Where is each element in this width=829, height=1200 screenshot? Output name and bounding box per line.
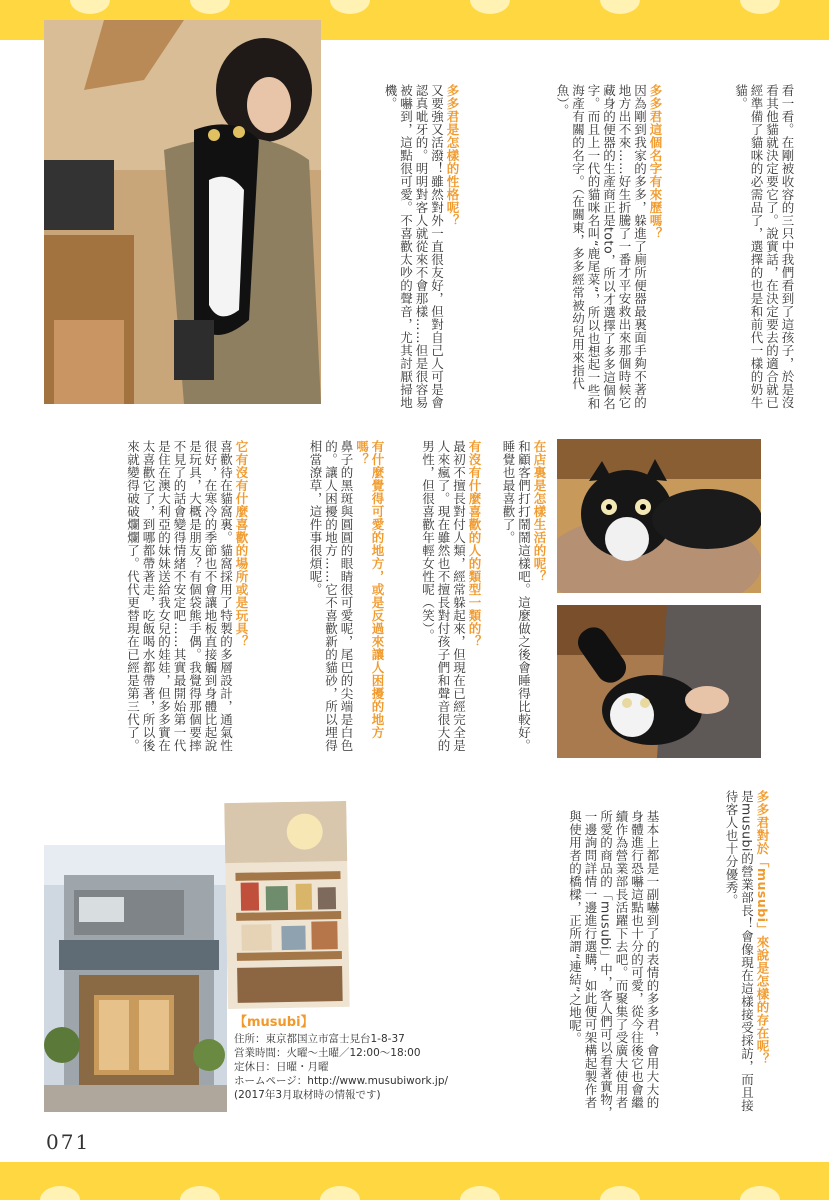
column-in-shop [485,440,547,760]
favorite-people-heading: 有沒有什麼喜歡的人的類型一類的？ [467,440,482,648]
column-closing [520,810,660,1120]
shop-address: 住所：東京都国立市富士見台1-8-37 [234,1033,405,1045]
column-personality [330,84,460,414]
column-cute-or-troublesome [255,440,385,760]
bottom-decorative-band [0,1162,829,1200]
column-name-origin [475,84,663,414]
column-favorite-place [44,440,249,760]
cute-troublesome-text: 鼻子的黑斑與圓圓的眼睛很可愛呢，尾巴的尖端是白色的。讓人困擾的地方……它不喜歡新的貓砂，所以埋得相當潦草，這件事很煩呢。 [308,440,354,752]
existence-text: 是musubi的營業部長！會像現在這樣接受採訪，而且接待客人也十分優秀。 [724,790,755,1112]
shop-hours: 営業時間：火曜～土曜／12:00～18:00 [234,1047,421,1059]
personality-text: 又要強又活潑！雖然對外一直很友好，但對自己人可是會認真呲牙的。明明對客人就從來不會那樣……但是很容易被嚇到，這點很可愛。不喜歡太吵的聲音，尤其討厭掃地機。 [383,84,445,409]
name-origin-heading: 多多君這個名字有來歷嗎？ [648,84,663,240]
shop-info [234,1016,514,1102]
cute-troublesome-heading: 有什麼覺得可愛的地方，或是反過來讓人困擾的地方嗎？ [354,440,385,739]
favorite-people-text: 最初不擅長對付人類，經常躲起來，但現在已經完全是人來瘋了。現在雖然也不擅長對付孩子們和聲音很大的男性，但很喜歡年輕女性呢（笑）。 [420,440,467,752]
existence-heading: 多多君對於「musubi」來說是怎樣的存在呢？ [755,790,770,1066]
shop-note: (2017年3月取材時の情報です) [234,1089,381,1101]
photo-shop-interior [224,801,350,1009]
column-existence [690,790,770,1120]
in-shop-text: 和顧客們打打鬧鬧這樣吧。這麼做之後會睡得比較好。睡覺也最喜歡了。 [501,440,532,752]
favorite-place-text: 喜歡待在貓窩裏。貓窩採用了特製的多層設計，通氣性很好，在寒冷的季節也不會讓地板直接觸到身體比起說是玩具，大概是朋友？有個袋熊手偶。我覺得那個要摔不見了的話會變得情緒不安定吧……其實最開始第一代是住在澳大利亞的妹妹送給我女兒的娃娃，但多多實在太喜歡它了，到哪都帶著走，吃飯喝水都帶著，所以後來就變得破破爛爛了。代代更替現在已經是第三代了。 [125,440,234,752]
personality-heading: 多多君是怎樣的性格呢？ [445,84,460,227]
photo-cat-playing [557,605,761,758]
shop-name: 【musubi】 [234,1015,314,1030]
intro-text: 看一看。在剛被收容的三只中我們看到了這孩子，於是沒看其他貓就決定要它了。說實話，在決定要去的適合就已經準備了貓咪的必需品了，選擇的也是和前代一樣的奶牛貓。 [733,84,795,409]
page-number: 071 [46,1130,91,1154]
column-favorite-people [400,440,482,760]
shop-homepage[interactable]: ホームページ：http://www.musubiwork.jp/ [234,1075,449,1087]
photo-cat-in-bed [557,439,761,593]
photo-woman-holding-cat [44,20,321,404]
favorite-place-heading: 它有沒有什麼喜歡的場所或是玩具？ [234,440,249,648]
column-intro [690,84,795,414]
in-shop-heading: 在店裏是怎樣生活的呢？ [532,440,547,583]
shop-closed-days: 定休日：日曜・月曜 [234,1061,329,1073]
name-origin-text: 因為剛到我家的多多，躲進了廁所便器最裏面手夠不著的地方出不來……好生折騰了一番才平安救出來那個時候它藏身的便器的生產商正是toto，所以才選擇了多多這個名字。而且上一代的貓咪名叫“鹿尾菜”，所以也想起一些和海產有關的名字。（在關東，多多經常被幼兒用來指代魚）。 [555,84,648,411]
closing-text: 基本上都是一副嚇到了的表情的多多君，會用大大的身體進行恐嚇這點也十分的可愛，從今往後它也會繼續作為營業部長活躍下去吧。而聚集了受廣大使用者所愛的商品的「musubi」中，客人們可以看著實物，一邊詢問詳情一邊進行選購，如此便可架構起製作者與使用者的橋樑，正所謂“連結”之地呢。 [567,810,660,1119]
photo-shop-exterior [44,845,227,1112]
